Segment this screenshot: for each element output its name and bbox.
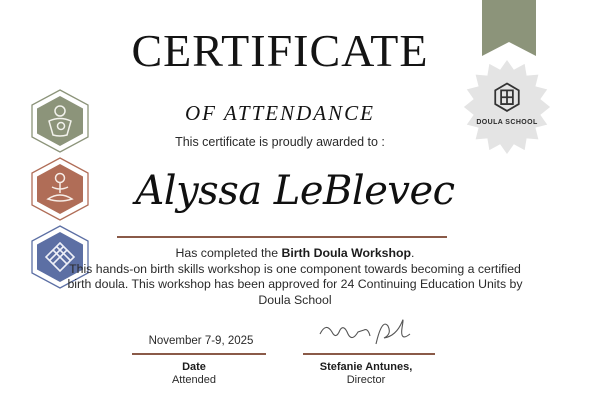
signature-line (303, 353, 435, 355)
certificate-subtitle: OF ATTENDANCE (185, 101, 375, 125)
name-underline (117, 236, 447, 238)
date-sublabel: Attended (171, 374, 217, 386)
date-line (132, 353, 266, 355)
seal-label: DOULA SCHOOL (476, 119, 538, 126)
completion-suffix: . (411, 246, 415, 260)
recipient-name: Alyssa LeBlevec (135, 168, 455, 214)
awarded-text: This certificate is proudly awarded to : (175, 135, 385, 149)
workshop-description: This hands-on birth skills workshop is one component towards becoming a certified birth doula. This workshop has been approved for 24 Continuing Education Units by Doula School (67, 261, 523, 307)
signer-name: Stefanie Antunes, (319, 361, 413, 373)
date-label-block (132, 361, 256, 387)
signer-title: Director (346, 374, 386, 386)
date-value: November 7-9, 2025 (148, 335, 254, 347)
signer-block (300, 361, 432, 387)
completion-line (60, 246, 530, 262)
meditation-icon (31, 157, 89, 221)
completion-statement (60, 246, 530, 308)
date-label: Date (182, 361, 206, 373)
workshop-name: Birth Doula Workshop (281, 246, 412, 260)
director-signature (318, 312, 418, 352)
completion-prefix: Has completed the (175, 246, 282, 260)
certificate-title: CERTIFICATE (131, 25, 429, 76)
